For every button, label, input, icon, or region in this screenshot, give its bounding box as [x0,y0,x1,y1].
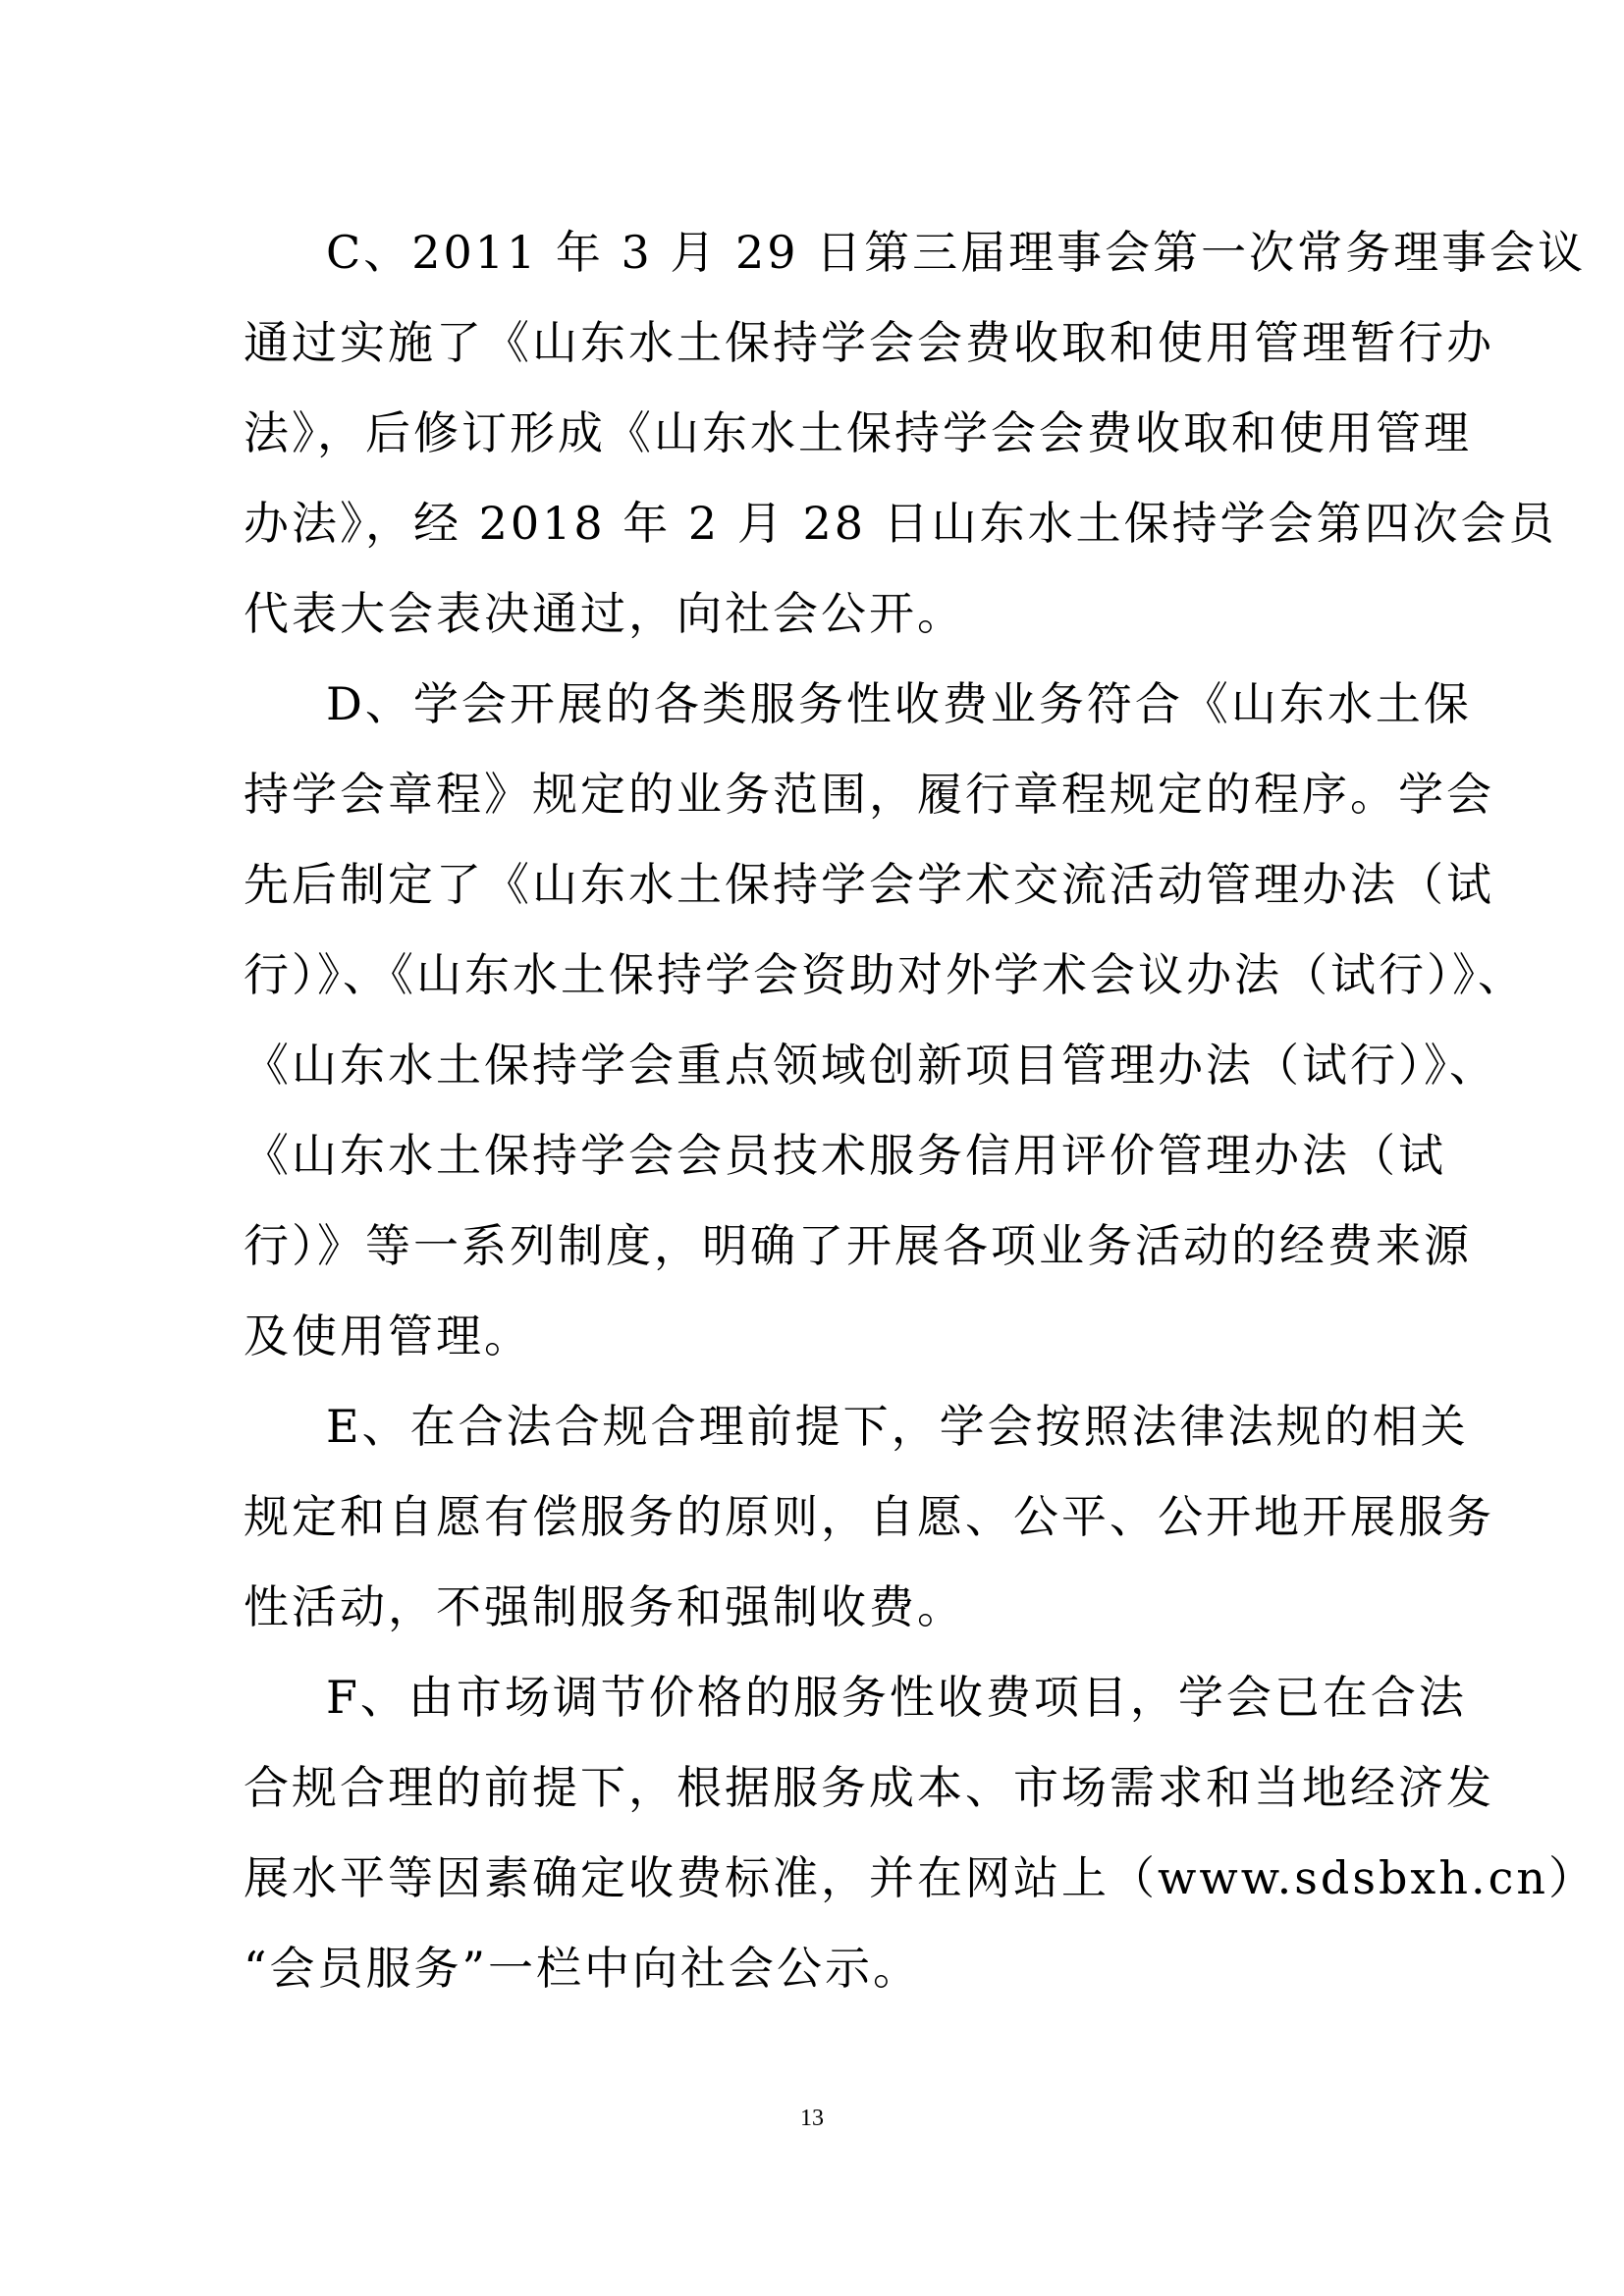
text-line: 行）》等一系列制度，明确了开展各项业务活动的经费来源 [244,1219,1472,1272]
text-line: 法》，后修订形成《山东水土保持学会会费收取和使用管理 [244,406,1472,459]
text-line: D、学会开展的各类服务性收费业务符合《山东水土保 [326,677,1472,730]
page-number: 13 [800,2106,824,2131]
text-line: 性活动，不强制服务和强制收费。 [244,1580,965,1633]
text-line: 行）》、《山东水土保持学会资助对外学术会议办法（试行）》、 [244,948,1526,1001]
text-line: 通过实施了《山东水土保持学会会费收取和使用管理暂行办 [244,316,1494,369]
text-line: 办法》，经 2018 年 2 月 28 日山东水土保持学会第四次会员 [244,497,1557,550]
text-line: 持学会章程》规定的业务范围，履行章程规定的程序。学会 [244,768,1494,821]
text-line: “会员服务”一栏中向社会公示。 [244,1942,922,1995]
text-line: C、2011 年 3 月 29 日第三届理事会第一次常务理事会议 [326,226,1587,279]
text-line: 展水平等因素确定收费标准，并在网站上（www.sdsbxh.cn） [244,1851,1597,1904]
text-line: 代表大会表决通过，向社会公开。 [244,587,965,640]
text-line: 合规合理的前提下，根据服务成本、市场需求和当地经济发 [244,1761,1494,1814]
text-line: E、在合法合规合理前提下，学会按照法律法规的相关 [326,1400,1469,1453]
text-line: 《山东水土保持学会会员技术服务信用评价管理办法（试 [244,1129,1446,1182]
text-line: 先后制定了《山东水土保持学会学术交流活动管理办法（试 [244,858,1494,911]
text-line: F、由市场调节价格的服务性收费项目，学会已在合法 [326,1671,1467,1724]
text-line: 及使用管理。 [244,1309,532,1362]
text-line: 规定和自愿有偿服务的原则，自愿、公平、公开地开展服务 [244,1490,1494,1543]
text-line: 《山东水土保持学会重点领域创新项目管理办法（试行）》、 [244,1039,1497,1092]
